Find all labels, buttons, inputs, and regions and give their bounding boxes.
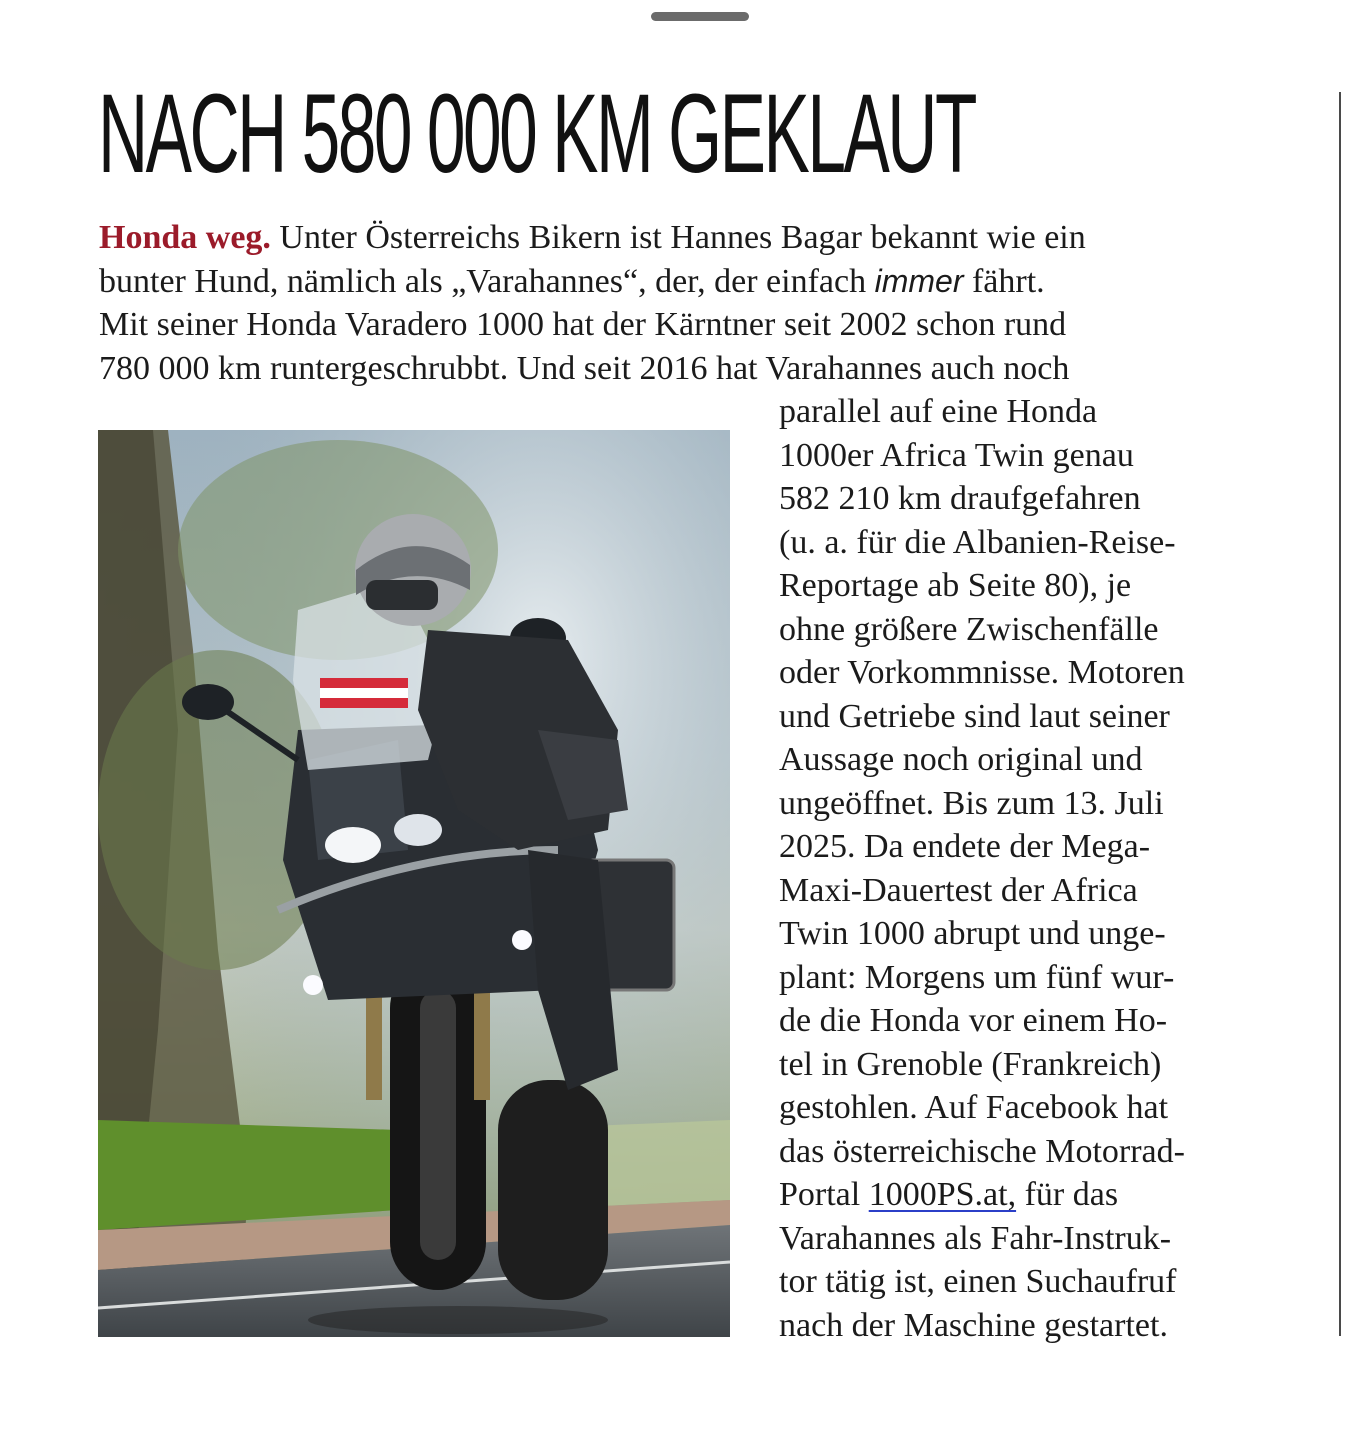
lead-line-3: Mit seiner Honda Varadero 1000 hat der Kärntner seit 2002 schon rund [99, 306, 1067, 343]
motorcycle-illustration [98, 430, 730, 1337]
portal-link[interactable]: 1000PS.at, [868, 1176, 1017, 1213]
column-line: und Getriebe sind laut seiner [779, 697, 1170, 735]
lead-text: fährt. [963, 262, 1045, 300]
link-prefix: Portal [779, 1176, 869, 1213]
column-line: (u. a. für die Albanien-Reise- [779, 523, 1176, 561]
lead-line-1 [99, 216, 1299, 260]
column-line: Aussage noch original und [779, 741, 1143, 778]
column-line: 582 210 km draufgefahren [779, 480, 1141, 517]
column-line: nach der Maschine gestartet. [779, 1306, 1168, 1344]
column-line: oder Vorkommnisse. Motoren [779, 654, 1185, 691]
column-line: ohne größere Zwischenfälle [779, 610, 1159, 648]
column-line: 2025. Da endete der Mega- [779, 828, 1151, 865]
column-rule [1339, 92, 1341, 1336]
column-line-link [779, 1173, 1299, 1217]
column-line: tel in Grenoble (Frankreich) [779, 1045, 1162, 1083]
lead-text: bunter Hund, nämlich als „Varahannes“, der, der einfach [99, 262, 875, 300]
drag-handle-icon[interactable] [651, 12, 749, 21]
column-line: Reportage ab Seite 80), je [779, 567, 1132, 604]
column-line: Twin 1000 abrupt und unge- [779, 915, 1166, 952]
article-column [779, 390, 1299, 1347]
column-line: ungeöffnet. Bis zum 13. Juli [779, 784, 1164, 822]
headline: NACH 580 000 KM GEKLAUT [98, 71, 975, 196]
column-line: das österreichische Motorrad- [779, 1132, 1185, 1170]
column-line: Maxi-Dauertest der Africa [779, 871, 1138, 909]
motorcycle-photo [98, 430, 730, 1337]
column-line: Varahannes als Fahr-Instruk- [779, 1219, 1172, 1257]
column-line: de die Honda vor einem Ho- [779, 1002, 1168, 1039]
column-line: plant: Morgens um fünf wur- [779, 958, 1175, 996]
kicker: Honda weg. [99, 219, 271, 256]
lead-paragraph [99, 216, 1299, 390]
lead-text: Unter Österreichs Bikern ist Hannes Bagar bekannt wie ein [270, 219, 1086, 256]
column-line: tor tätig ist, einen Suchaufruf [779, 1263, 1177, 1300]
column-line: parallel auf eine Honda [779, 393, 1098, 430]
link-suffix: für das [1016, 1176, 1119, 1213]
lead-line-2 [99, 260, 1299, 304]
column-line: gestohlen. Auf Facebook hat [779, 1089, 1169, 1126]
lead-line-4: 780 000 km runtergeschrubbt. Und seit 2016 hat Varahannes auch noch [99, 349, 1070, 387]
emphasis-word: immer [874, 262, 964, 299]
column-line: 1000er Africa Twin genau [779, 436, 1134, 474]
